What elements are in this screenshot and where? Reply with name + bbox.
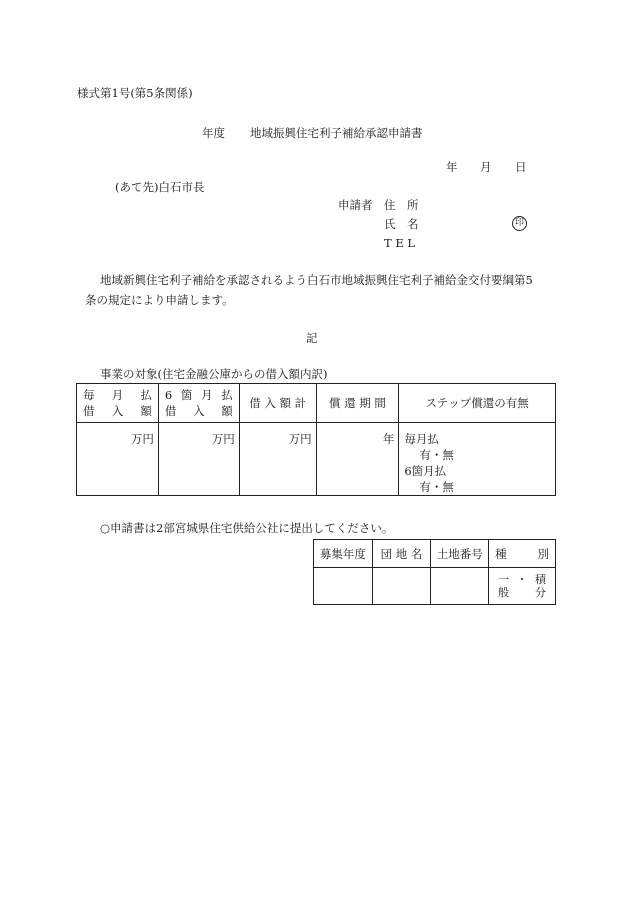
loan-table-caption: 事業の対象(住宅金融公庫からの借入額内訳) [100, 367, 328, 381]
repayment-period-header: 償 還 期 間 [316, 384, 399, 423]
type-header: 種 別 [489, 540, 556, 568]
name-label: 氏 名 [384, 217, 419, 231]
step-repayment-header: ステップ償還の有無 [399, 384, 556, 423]
body-text-line1: 地域新興住宅利子補給を承認されるよう白石市地域振興住宅利子補給金交付要綱第5 [100, 273, 533, 287]
page-title: 地域振興住宅利子補給承認申請書 [250, 126, 423, 140]
ki-heading: 記 [306, 331, 318, 345]
submission-note: ○申請書は2部宮城県住宅供給公社に提出してください。 [100, 521, 394, 535]
office-table-input-row [314, 568, 556, 605]
applicant-label: 申請者 [338, 198, 373, 212]
recruit-year-cell[interactable] [314, 568, 373, 605]
body-text-line2: 条の規定により申請します。 [85, 293, 234, 307]
monthly-loan-header: 毎 月 払 借 入 額 [77, 384, 159, 423]
step-six-label: 6箇月払 [404, 464, 447, 478]
step-monthly-label: 毎月払 [404, 432, 439, 446]
address-label: 住 所 [384, 198, 419, 212]
loan-table-header-row [77, 384, 556, 423]
complex-name-header: 団 地 名 [372, 540, 431, 568]
date-month: 月 [480, 160, 492, 174]
recruit-year-header: 募集年度 [314, 540, 373, 568]
type-cell[interactable]: 一 ・ 積 般 分 [489, 568, 556, 605]
tel-label: T E L [384, 236, 416, 250]
lot-number-cell[interactable] [431, 568, 489, 605]
addressee: (あて先)白石市長 [115, 180, 205, 194]
date-year: 年 [446, 160, 458, 174]
loan-table [76, 383, 556, 496]
step-repayment-cell[interactable] [399, 423, 556, 496]
step-monthly-option: 有・無 [419, 448, 454, 462]
loan-total-header: 借 入 額 計 [239, 384, 316, 423]
form-number: 様式第1号(第5条関係) [77, 86, 193, 100]
title-year: 年度 [202, 126, 225, 140]
repayment-period-cell[interactable]: 年 [316, 423, 399, 496]
lot-number-header: 土地番号 [431, 540, 489, 568]
monthly-loan-cell[interactable]: 万円 [77, 423, 159, 496]
step-six-option: 有・無 [419, 480, 454, 494]
six-month-loan-cell[interactable]: 万円 [158, 423, 239, 496]
complex-name-cell[interactable] [372, 568, 431, 605]
office-use-table [313, 539, 556, 605]
loan-total-cell[interactable]: 万円 [239, 423, 316, 496]
date-day: 日 [515, 160, 527, 174]
office-table-header-row [314, 540, 556, 568]
seal-mark: 印 [512, 216, 527, 231]
six-month-loan-header: 6 箇 月 払 借 入 額 [158, 384, 239, 423]
loan-table-input-row [77, 423, 556, 496]
